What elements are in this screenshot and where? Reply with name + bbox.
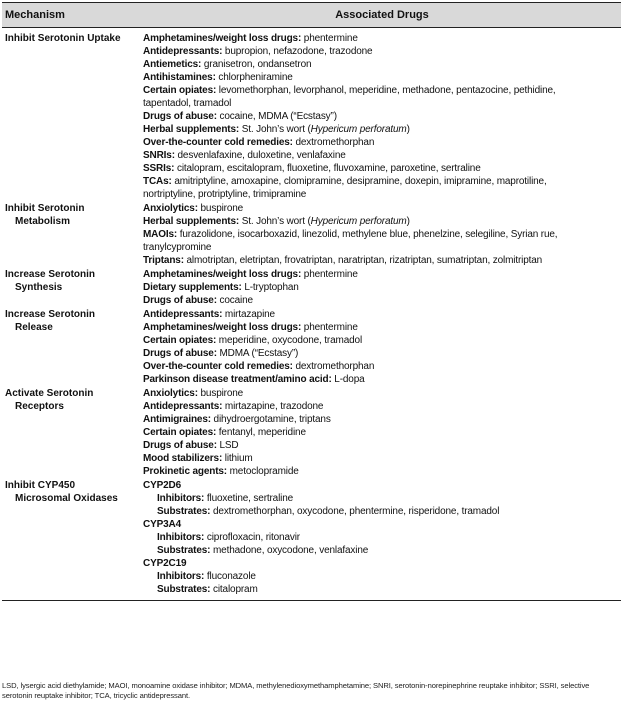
mechanism-cell [2, 308, 143, 386]
table-row [2, 387, 621, 478]
drug-line [143, 334, 621, 347]
table-row [2, 202, 621, 267]
table-footnote: LSD, lysergic acid diethylamide; MAOI, monoamine oxidase inhibitor; MDMA, methylenedioxymethamphetamine; SNRI, serotonin-norepinephrine reuptake inhibitor; SSRI, selective serotonin reuptake inhibitor; TCA, tricyclic antidepressant. [2, 681, 590, 700]
drug-line [143, 97, 621, 110]
drug-class-label: Antidepressants: [143, 46, 223, 57]
mechanism-cell [2, 479, 143, 596]
drug-line [143, 45, 621, 58]
drug-class-label: Anxiolytics: [143, 203, 198, 214]
scientific-name: Hypericum perforatum [310, 216, 407, 227]
table-row [2, 479, 621, 596]
table-row [2, 308, 621, 386]
associated-drugs-column-header: Associated Drugs [335, 9, 429, 21]
drug-line [143, 268, 621, 281]
drug-list-text: phentermine [301, 33, 358, 44]
drug-list-text: MDMA (“Ecstasy”) [216, 348, 299, 359]
drug-list-text: citalopram [210, 584, 258, 595]
drug-line [143, 531, 621, 544]
drug-class-label: Herbal supplements: [143, 124, 240, 135]
drug-class-label: Substrates: [157, 545, 211, 556]
drug-list-text: cocaine, MDMA (“Ecstasy”) [216, 111, 337, 122]
drug-class-label: Amphetamines/weight loss drugs: [143, 322, 302, 333]
drug-class-label: SSRIs: [143, 163, 175, 174]
drug-list-text: dihydroergotamine, triptans [210, 414, 331, 425]
drug-line [143, 281, 621, 294]
associated-drugs-cell [143, 479, 621, 596]
drug-class-label: TCAs: [143, 176, 172, 187]
drug-list-text: furazolidone, isocarboxazid, linezolid, methylene blue, phenelzine, selegiline, Syrian rue, [177, 229, 558, 240]
drug-class-label: MAOIs: [143, 229, 178, 240]
associated-drugs-cell [143, 268, 621, 307]
drug-list-text: St. John’s wort ( [239, 216, 311, 227]
drug-list-text: almotriptan, eletriptan, frovatriptan, naratriptan, rizatriptan, sumatriptan, zolmitriptan [183, 255, 543, 266]
drug-list-text: buspirone [197, 388, 244, 399]
table-bottom-rule [2, 600, 621, 601]
drug-class-label: Antiemetics: [143, 59, 202, 70]
mechanism-label-continued: Synthesis [15, 282, 63, 293]
drug-list-text: granisetron, ondansetron [201, 59, 312, 70]
mechanism-label: Activate Serotonin [5, 388, 94, 399]
mechanism-label-continued: Metabolism [15, 216, 71, 227]
drug-line [143, 254, 621, 267]
drug-list-text: mirtazapine, trazodone [222, 401, 324, 412]
associated-drugs-cell [143, 387, 621, 478]
enzyme-heading: CYP3A4 [143, 519, 182, 530]
drug-line [143, 58, 621, 71]
mechanism-label-continued: Microsomal Oxidases [15, 493, 118, 504]
table-body [2, 32, 621, 596]
drug-class-label: Antidepressants: [143, 309, 223, 320]
drug-line [143, 241, 621, 254]
drug-line [143, 294, 621, 307]
drug-list-text: nortriptyline, protriptyline, trimipramine [143, 189, 307, 200]
drug-class-label: Triptans: [143, 255, 184, 266]
drug-line [143, 202, 621, 215]
drug-list-text: methadone, oxycodone, venlafaxine [210, 545, 369, 556]
drug-class-label: Dietary supplements: [143, 282, 242, 293]
drug-list-text: dextromethorphan, oxycodone, phentermine, risperidone, tramadol [210, 506, 500, 517]
drug-class-label: Anxiolytics: [143, 388, 198, 399]
drug-class-label: Drugs of abuse: [143, 295, 217, 306]
drug-class-label: Parkinson disease treatment/amino acid: [143, 374, 332, 385]
drug-line [143, 308, 621, 321]
drug-class-label: Certain opiates: [143, 335, 217, 346]
drug-list-text: tranylcypromine [143, 242, 212, 253]
drug-class-label: Certain opiates: [143, 85, 217, 96]
drug-class-label: Substrates: [157, 506, 211, 517]
drug-list-text-end: ) [406, 216, 410, 227]
drug-list-text: L-dopa [331, 374, 365, 385]
drug-line [143, 583, 621, 596]
drug-list-text: levomethorphan, levorphanol, meperidine, methadone, pentazocine, pethidine, [216, 85, 556, 96]
drug-class-label: Amphetamines/weight loss drugs: [143, 269, 302, 280]
drug-line [143, 215, 621, 228]
drug-list-text: amitriptyline, amoxapine, clomipramine, desipramine, doxepin, imipramine, maprotiline, [171, 176, 547, 187]
drug-list-text: meperidine, oxycodone, tramadol [216, 335, 363, 346]
drug-list-text: phentermine [301, 269, 358, 280]
drug-list-text: dextromethorphan [292, 361, 375, 372]
drug-line [143, 373, 621, 386]
drug-list-text: bupropion, nefazodone, trazodone [222, 46, 373, 57]
mechanism-label: Increase Serotonin [5, 269, 96, 280]
mechanism-cell [2, 32, 143, 201]
drug-line [143, 321, 621, 334]
drug-list-text: phentermine [301, 322, 358, 333]
drug-line [143, 123, 621, 136]
drug-line [143, 136, 621, 149]
drug-class-label: Drugs of abuse: [143, 348, 217, 359]
drug-line [143, 360, 621, 373]
drug-list-text: citalopram, escitalopram, fluoxetine, fluvoxamine, paroxetine, sertraline [174, 163, 481, 174]
mechanism-column-header: Mechanism [5, 9, 65, 21]
drug-line [143, 400, 621, 413]
enzyme-heading: CYP2D6 [143, 480, 182, 491]
drug-list-text: fluoxetine, sertraline [204, 493, 294, 504]
drug-class-label: Prokinetic agents: [143, 466, 227, 477]
drug-line [143, 505, 621, 518]
drug-class-label: Over-the-counter cold remedies: [143, 361, 293, 372]
drug-line [143, 387, 621, 400]
mechanism-label: Inhibit CYP450 [5, 480, 76, 491]
drug-list-text: desvenlafaxine, duloxetine, venlafaxine [174, 150, 346, 161]
drug-list-text-end: ) [406, 124, 410, 135]
drug-line [143, 544, 621, 557]
drug-list-text: dextromethorphan [292, 137, 375, 148]
drug-class-label: SNRIs: [143, 150, 175, 161]
drug-class-label: Certain opiates: [143, 427, 217, 438]
drug-list-text: chlorpheniramine [215, 72, 293, 83]
associated-drugs-cell [143, 202, 621, 267]
drug-list-text: cocaine [216, 295, 253, 306]
drug-line [143, 110, 621, 123]
drug-class-label: Antihistamines: [143, 72, 216, 83]
drug-line [143, 84, 621, 97]
drug-line [143, 439, 621, 452]
mechanism-cell [2, 202, 143, 267]
drug-list-text: mirtazapine [222, 309, 275, 320]
drug-list-text: tapentadol, tramadol [143, 98, 232, 109]
drug-line [143, 413, 621, 426]
drug-list-text: metoclopramide [227, 466, 299, 477]
drug-line [143, 465, 621, 478]
drug-line [143, 347, 621, 360]
mechanism-label: Inhibit Serotonin [5, 203, 85, 214]
associated-drugs-cell [143, 308, 621, 386]
drug-line [143, 162, 621, 175]
drug-line [143, 452, 621, 465]
mechanism-label-continued: Receptors [15, 401, 64, 412]
associated-drugs-cell [143, 32, 621, 201]
drug-line [143, 32, 621, 45]
mechanism-label: Inhibit Serotonin Uptake [5, 33, 121, 44]
drug-list-text: fluconazole [204, 571, 256, 582]
mechanism-cell [2, 387, 143, 478]
drug-class-label: Substrates: [157, 584, 211, 595]
drug-line [143, 149, 621, 162]
drug-class-label: Inhibitors: [157, 571, 205, 582]
drug-class-label: Over-the-counter cold remedies: [143, 137, 293, 148]
drug-list-text: ciprofloxacin, ritonavir [204, 532, 300, 543]
drug-class-label: Inhibitors: [157, 493, 205, 504]
drug-class-label: Antimigraines: [143, 414, 211, 425]
drug-line [143, 71, 621, 84]
drug-line [143, 492, 621, 505]
drug-class-label: Drugs of abuse: [143, 111, 217, 122]
drug-line [143, 426, 621, 439]
drug-line [143, 188, 621, 201]
drug-list-text: LSD [216, 440, 239, 451]
drug-line [143, 228, 621, 241]
table-header [2, 3, 621, 28]
drug-list-text: buspirone [197, 203, 244, 214]
table-row [2, 268, 621, 307]
table-row [2, 32, 621, 201]
drug-list-text: lithium [222, 453, 253, 464]
drug-line [143, 570, 621, 583]
scientific-name: Hypericum perforatum [310, 124, 407, 135]
drug-table [2, 2, 621, 601]
drug-class-label: Amphetamines/weight loss drugs: [143, 33, 302, 44]
drug-class-label: Antidepressants: [143, 401, 223, 412]
drug-class-label: Mood stabilizers: [143, 453, 223, 464]
mechanism-label: Increase Serotonin [5, 309, 96, 320]
drug-class-label: Herbal supplements: [143, 216, 240, 227]
mechanism-cell [2, 268, 143, 307]
mechanism-label-continued: Release [15, 322, 53, 333]
enzyme-heading: CYP2C19 [143, 558, 187, 569]
drug-list-text: fentanyl, meperidine [216, 427, 306, 438]
drug-class-label: Drugs of abuse: [143, 440, 217, 451]
drug-list-text: St. John’s wort ( [239, 124, 311, 135]
drug-list-text: L-tryptophan [241, 282, 299, 293]
drug-line [143, 175, 621, 188]
drug-class-label: Inhibitors: [157, 532, 205, 543]
